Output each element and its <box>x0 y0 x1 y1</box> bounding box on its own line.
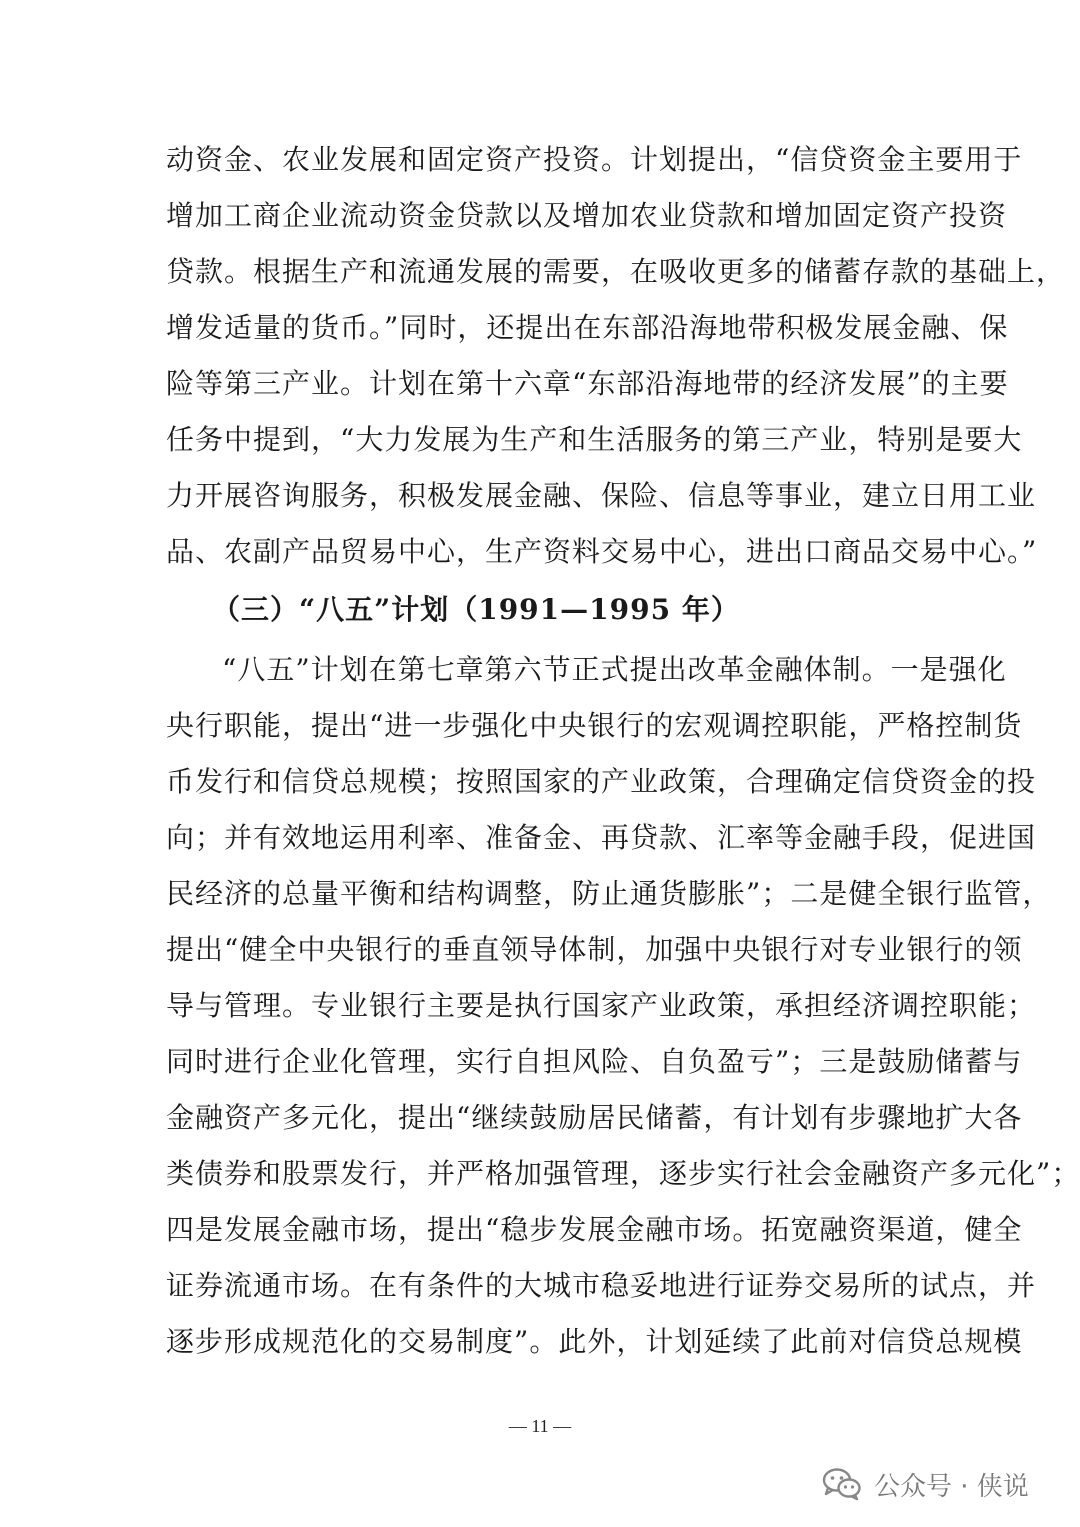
watermark <box>822 1460 1029 1508</box>
text-line: 险等第三产业。计划在第十六章“东部沿海地带的经济发展”的主要 <box>166 367 1009 400</box>
text-line: 币发行和信贷总规模；按照国家的产业政策，合理确定信贷资金的投 <box>166 765 1037 798</box>
text-line: 四是发展金融市场，提出“稳步发展金融市场。拓宽融资渠道，健全 <box>166 1213 1023 1246</box>
watermark-text: 公众号 · 侠说 <box>874 1471 1029 1502</box>
text-line: “八五”计划在第七章第六节正式提出改革金融体制。一是强化 <box>222 653 1007 686</box>
text-line: 类债券和股票发行，并严格加强管理，逐步实行社会金融资产多元化”； <box>166 1157 1080 1190</box>
text-line: 任务中提到，“大力发展为生产和生活服务的第三产业，特别是要大 <box>166 423 1023 456</box>
text-line: 央行职能，提出“进一步强化中央银行的宏观调控职能，严格控制货 <box>166 709 1023 742</box>
text-line: 增发适量的货币。”同时，还提出在东部沿海地带积极发展金融、保 <box>166 311 1009 344</box>
text-line: 贷款。根据生产和流通发展的需要，在吸收更多的储蓄存款的基础上， <box>166 255 1066 288</box>
wechat-icon <box>822 1467 862 1501</box>
text-line: 向；并有效地运用利率、准备金、再贷款、汇率等金融手段，促进国 <box>166 821 1037 854</box>
text-line: 逐步形成规范化的交易制度”。此外，计划延续了此前对信贷总规模 <box>166 1325 1023 1358</box>
text-line: 力开展咨询服务，积极发展金融、保险、信息等事业，建立日用工业 <box>166 479 1037 512</box>
text-line: 证券流通市场。在有条件的大城市稳妥地进行证券交易所的试点，并 <box>166 1269 1037 1302</box>
text-line: 提出“健全中央银行的垂直领导体制，加强中央银行对专业银行的领 <box>166 933 1023 966</box>
text-line: 金融资产多元化，提出“继续鼓励居民储蓄，有计划有步骤地扩大各 <box>166 1101 1023 1134</box>
page-number: — 11 — <box>508 1416 572 1436</box>
text-line: 动资金、农业发展和固定资产投资。计划提出，“信贷资金主要用于 <box>166 143 1023 176</box>
section-heading: （三）“八五”计划（1991—1995 年） <box>212 593 740 626</box>
text-line: 民经济的总量平衡和结构调整，防止通货膨胀”；二是健全银行监管， <box>166 877 1052 910</box>
text-line: 同时进行企业化管理，实行自担风险、自负盈亏”；三是鼓励储蓄与 <box>166 1045 1023 1078</box>
text-line: 品、农副产品贸易中心，生产资料交易中心，进出口商品交易中心。” <box>166 535 1038 568</box>
text-line: 导与管理。专业银行主要是执行国家产业政策，承担经济调控职能； <box>166 989 1037 1022</box>
text-line: 增加工商企业流动资金贷款以及增加农业贷款和增加固定资产投资 <box>166 199 1008 232</box>
